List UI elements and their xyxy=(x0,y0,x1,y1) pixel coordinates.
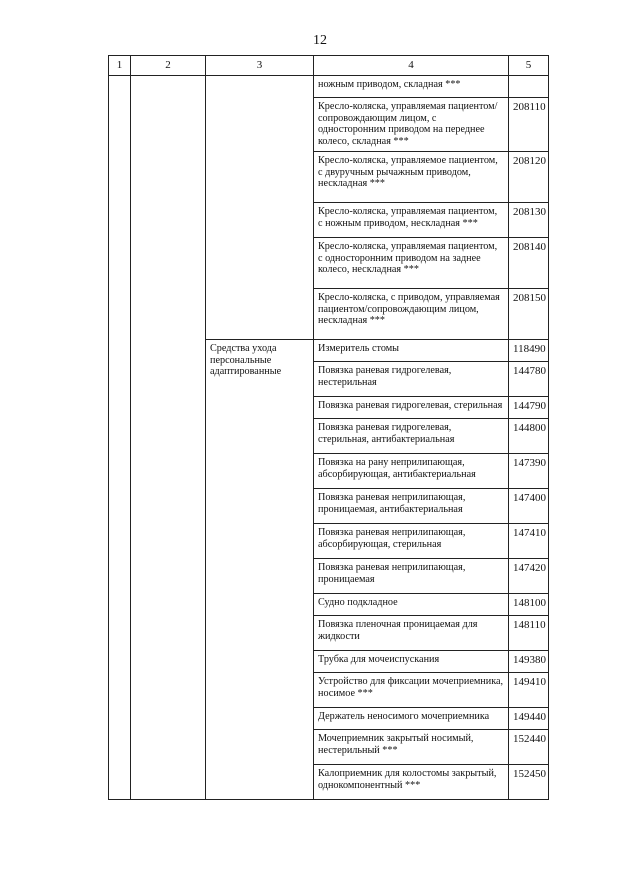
product-name: ножным приводом, складная *** xyxy=(314,76,509,98)
product-code: 147410 xyxy=(509,523,549,558)
product-name: Кресло-коляска, управляемая пациентом/сопровождающим лицом, с односторонним приводом на переднее колесо, складная *** xyxy=(314,98,509,152)
column-header-2: 2 xyxy=(131,56,206,76)
product-code: 148100 xyxy=(509,593,549,615)
product-code: 147390 xyxy=(509,453,549,488)
product-code: 147400 xyxy=(509,488,549,523)
product-code: 152450 xyxy=(509,764,549,799)
product-name: Устройство для фиксации мочеприемника, носимое *** xyxy=(314,672,509,707)
product-name: Измеритель стомы xyxy=(314,339,509,361)
page-number: 12 xyxy=(313,33,327,48)
product-name: Повязка раневая неприлипающая, проницаемая xyxy=(314,558,509,593)
product-name: Повязка раневая гидрогелевая, нестерильная xyxy=(314,361,509,396)
products-table xyxy=(108,55,549,800)
product-code: 208130 xyxy=(509,202,549,237)
product-name: Повязка пленочная проницаемая для жидкости xyxy=(314,615,509,650)
product-code: 152440 xyxy=(509,729,549,764)
product-code: 149410 xyxy=(509,672,549,707)
product-name: Судно подкладное xyxy=(314,593,509,615)
column-header-5: 5 xyxy=(509,56,549,76)
product-code: 208110 xyxy=(509,98,549,152)
product-name: Кресло-коляска, управляемая пациентом, с односторонним приводом на заднее колесо, нескладная *** xyxy=(314,237,509,288)
product-code: 149440 xyxy=(509,707,549,729)
product-name: Мочеприемник закрытый носимый, нестерильный *** xyxy=(314,729,509,764)
product-name: Кресло-коляска, управляемая пациентом, с ножным приводом, нескладная *** xyxy=(314,202,509,237)
header-row xyxy=(109,56,549,76)
product-name: Повязка раневая неприлипающая, проницаемая, антибактериальная xyxy=(314,488,509,523)
product-name: Повязка раневая гидрогелевая, стерильная, антибактериальная xyxy=(314,418,509,453)
product-code: 208120 xyxy=(509,151,549,202)
product-code: 147420 xyxy=(509,558,549,593)
product-code: 208150 xyxy=(509,288,549,339)
product-name: Калоприемник для колостомы закрытый, однокомпонентный *** xyxy=(314,764,509,799)
column-2-cell xyxy=(131,76,206,800)
product-name: Кресло-коляска, управляемое пациентом, с двуручным рычажным приводом, нескладная *** xyxy=(314,151,509,202)
product-code: 144790 xyxy=(509,396,549,418)
product-code: 144780 xyxy=(509,361,549,396)
column-header-3: 3 xyxy=(206,56,314,76)
product-name: Держатель неносимого мочеприемника xyxy=(314,707,509,729)
product-name: Кресло-коляска, с приводом, управляемая пациентом/сопровождающим лицом, нескладная *** xyxy=(314,288,509,339)
product-code: 118490 xyxy=(509,339,549,361)
product-code xyxy=(509,76,549,98)
column-1-cell xyxy=(109,76,131,800)
category-cell-wheelchairs xyxy=(206,76,314,340)
product-name: Повязка раневая неприлипающая, абсорбирующая, стерильная xyxy=(314,523,509,558)
column-header-4: 4 xyxy=(314,56,509,76)
product-name: Трубка для мочеиспускания xyxy=(314,650,509,672)
product-code: 148110 xyxy=(509,615,549,650)
category-cell-care: Средства ухода персональные адаптированные xyxy=(206,339,314,799)
product-name: Повязка на рану неприлипающая, абсорбирующая, антибактериальная xyxy=(314,453,509,488)
product-name: Повязка раневая гидрогелевая, стерильная xyxy=(314,396,509,418)
table-row xyxy=(109,76,549,98)
product-code: 144800 xyxy=(509,418,549,453)
column-header-1: 1 xyxy=(109,56,131,76)
product-code: 149380 xyxy=(509,650,549,672)
product-code: 208140 xyxy=(509,237,549,288)
